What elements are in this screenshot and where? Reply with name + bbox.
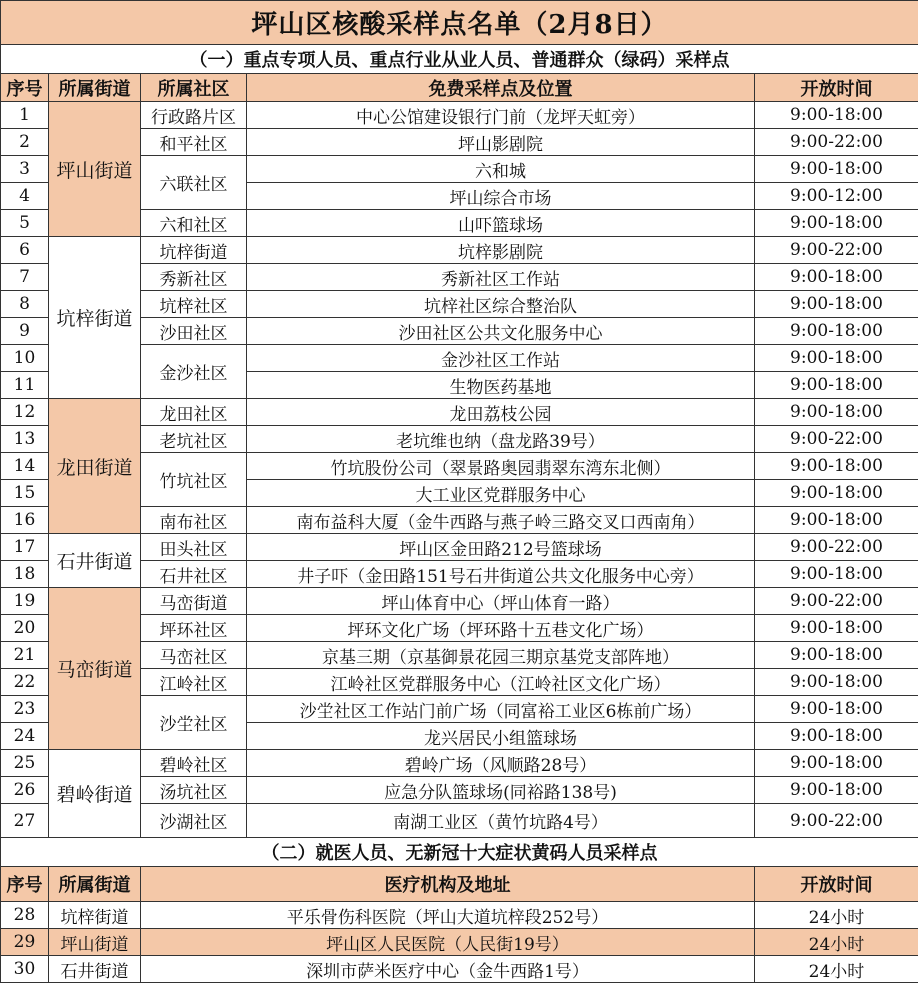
table-row	[1, 902, 918, 929]
site-cell: 坪山影剧院	[247, 129, 755, 156]
row-no: 12	[1, 399, 49, 426]
community-cell: 坑梓街道	[141, 237, 247, 264]
site-cell: 京基三期（京基御景花园三期京基党支部阵地）	[247, 642, 755, 669]
table-row	[1, 399, 918, 426]
row-no: 20	[1, 615, 49, 642]
time-cell: 9:00-22:00	[755, 588, 918, 615]
time-cell: 24小时	[755, 902, 918, 929]
community-cell: 沙坣社区	[141, 696, 247, 750]
time-cell: 9:00-18:00	[755, 750, 918, 777]
community-cell: 江岭社区	[141, 669, 247, 696]
header-no: 序号	[1, 74, 49, 102]
row-no: 9	[1, 318, 49, 345]
street-cell: 碧岭街道	[49, 750, 141, 838]
community-cell: 和平社区	[141, 129, 247, 156]
time-cell: 9:00-18:00	[755, 372, 918, 399]
community-cell: 六和社区	[141, 210, 247, 237]
table-row	[1, 237, 918, 264]
site-cell: 碧岭广场（风顺路28号）	[247, 750, 755, 777]
site-cell: 生物医药基地	[247, 372, 755, 399]
community-cell: 秀新社区	[141, 264, 247, 291]
site-cell: 大工业区党群服务中心	[247, 480, 755, 507]
site-cell: 井子吓（金田路151号石井街道公共文化服务中心旁）	[247, 561, 755, 588]
time-cell: 9:00-18:00	[755, 723, 918, 750]
street-cell: 坪山街道	[49, 102, 141, 237]
street-cell: 坪山街道	[49, 929, 141, 956]
community-cell: 汤坑社区	[141, 777, 247, 804]
time-cell: 9:00-18:00	[755, 777, 918, 804]
community-cell: 沙田社区	[141, 318, 247, 345]
row-no: 17	[1, 534, 49, 561]
page-title: 坪山区核酸采样点名单（2月8日）	[1, 1, 918, 45]
header-community: 所属社区	[141, 74, 247, 102]
site-cell: 龙田荔枝公园	[247, 399, 755, 426]
time-cell: 9:00-18:00	[755, 507, 918, 534]
header-site: 免费采样点及位置	[247, 74, 755, 102]
row-no: 25	[1, 750, 49, 777]
site-cell: 坪山体育中心（坪山体育一路）	[247, 588, 755, 615]
site-cell: 中心公馆建设银行门前（龙坪天虹旁）	[247, 102, 755, 129]
site-cell: 江岭社区党群服务中心（江岭社区文化广场）	[247, 669, 755, 696]
community-cell: 老坑社区	[141, 426, 247, 453]
time-cell: 9:00-18:00	[755, 480, 918, 507]
table-row	[1, 956, 918, 983]
community-cell: 碧岭社区	[141, 750, 247, 777]
row-no: 2	[1, 129, 49, 156]
row-no: 27	[1, 804, 49, 838]
community-cell: 六联社区	[141, 156, 247, 210]
street-cell: 坑梓街道	[49, 237, 141, 399]
row-no: 3	[1, 156, 49, 183]
row-no: 29	[1, 929, 49, 956]
row-no: 13	[1, 426, 49, 453]
site-cell: 坪山区金田路212号篮球场	[247, 534, 755, 561]
site-cell: 竹坑股份公司（翠景路奥园翡翠东湾东北侧）	[247, 453, 755, 480]
street-cell: 龙田街道	[49, 399, 141, 534]
row-no: 15	[1, 480, 49, 507]
time-cell: 9:00-18:00	[755, 156, 918, 183]
time-cell: 9:00-18:00	[755, 453, 918, 480]
time-cell: 9:00-18:00	[755, 345, 918, 372]
site-cell: 六和城	[247, 156, 755, 183]
time-cell: 9:00-18:00	[755, 291, 918, 318]
header-hospital: 医疗机构及地址	[141, 867, 755, 902]
header-no: 序号	[1, 867, 49, 902]
time-cell: 9:00-22:00	[755, 426, 918, 453]
row-no: 14	[1, 453, 49, 480]
site-cell: 龙兴居民小组篮球场	[247, 723, 755, 750]
community-cell: 坪环社区	[141, 615, 247, 642]
time-cell: 9:00-18:00	[755, 642, 918, 669]
community-cell: 金沙社区	[141, 345, 247, 399]
site-cell: 坪山综合市场	[247, 183, 755, 210]
row-no: 4	[1, 183, 49, 210]
table-row	[1, 102, 918, 129]
table-row	[1, 929, 918, 956]
community-cell: 马峦社区	[141, 642, 247, 669]
time-cell: 9:00-18:00	[755, 399, 918, 426]
row-no: 10	[1, 345, 49, 372]
row-no: 30	[1, 956, 49, 983]
site-cell: 坑梓影剧院	[247, 237, 755, 264]
row-no: 1	[1, 102, 49, 129]
section2-header-row	[1, 867, 918, 902]
row-no: 6	[1, 237, 49, 264]
street-cell: 坑梓街道	[49, 902, 141, 929]
time-cell: 9:00-22:00	[755, 129, 918, 156]
site-cell: 南湖工业区（黄竹坑路4号）	[247, 804, 755, 838]
time-cell: 9:00-18:00	[755, 615, 918, 642]
community-cell: 龙田社区	[141, 399, 247, 426]
community-cell: 石井社区	[141, 561, 247, 588]
header-street: 所属街道	[49, 867, 141, 902]
community-cell: 南布社区	[141, 507, 247, 534]
table-row	[1, 534, 918, 561]
row-no: 8	[1, 291, 49, 318]
site-cell: 老坑维也纳（盘龙路39号）	[247, 426, 755, 453]
section1-header-row	[1, 74, 918, 102]
time-cell: 24小时	[755, 956, 918, 983]
header-time: 开放时间	[755, 867, 918, 902]
row-no: 21	[1, 642, 49, 669]
street-cell: 石井街道	[49, 534, 141, 588]
site-cell: 沙坣社区工作站门前广场（同富裕工业区6栋前广场）	[247, 696, 755, 723]
site-cell: 坪山区人民医院（人民街19号）	[141, 929, 755, 956]
section2-title: （二）就医人员、无新冠十大症状黄码人员采样点	[1, 838, 918, 867]
row-no: 24	[1, 723, 49, 750]
table-row	[1, 588, 918, 615]
community-cell: 田头社区	[141, 534, 247, 561]
row-no: 22	[1, 669, 49, 696]
row-no: 26	[1, 777, 49, 804]
community-cell: 竹坑社区	[141, 453, 247, 507]
site-cell: 秀新社区工作站	[247, 264, 755, 291]
row-no: 7	[1, 264, 49, 291]
community-cell: 坑梓社区	[141, 291, 247, 318]
time-cell: 24小时	[755, 929, 918, 956]
site-cell: 深圳市萨米医疗中心（金牛西路1号）	[141, 956, 755, 983]
street-cell: 马峦街道	[49, 588, 141, 750]
time-cell: 9:00-22:00	[755, 534, 918, 561]
header-time: 开放时间	[755, 74, 918, 102]
row-no: 18	[1, 561, 49, 588]
street-cell: 石井街道	[49, 956, 141, 983]
site-cell: 坑梓社区综合整治队	[247, 291, 755, 318]
community-cell: 行政路片区	[141, 102, 247, 129]
section1-title: （一）重点专项人员、重点行业从业人员、普通群众（绿码）采样点	[1, 45, 918, 74]
row-no: 5	[1, 210, 49, 237]
site-cell: 金沙社区工作站	[247, 345, 755, 372]
site-cell: 平乐骨伤科医院（坪山大道坑梓段252号）	[141, 902, 755, 929]
site-cell: 南布益科大厦（金牛西路与燕子岭三路交叉口西南角）	[247, 507, 755, 534]
time-cell: 9:00-12:00	[755, 183, 918, 210]
row-no: 11	[1, 372, 49, 399]
site-cell: 沙田社区公共文化服务中心	[247, 318, 755, 345]
site-cell: 坪环文化广场（坪环路十五巷文化广场）	[247, 615, 755, 642]
time-cell: 9:00-18:00	[755, 318, 918, 345]
time-cell: 9:00-18:00	[755, 264, 918, 291]
time-cell: 9:00-18:00	[755, 696, 918, 723]
table-row	[1, 750, 918, 777]
time-cell: 9:00-18:00	[755, 102, 918, 129]
community-cell: 马峦街道	[141, 588, 247, 615]
time-cell: 9:00-18:00	[755, 210, 918, 237]
row-no: 19	[1, 588, 49, 615]
row-no: 28	[1, 902, 49, 929]
time-cell: 9:00-18:00	[755, 561, 918, 588]
community-cell: 沙湖社区	[141, 804, 247, 838]
site-cell: 山吓篮球场	[247, 210, 755, 237]
time-cell: 9:00-22:00	[755, 237, 918, 264]
row-no: 16	[1, 507, 49, 534]
time-cell: 9:00-22:00	[755, 804, 918, 838]
row-no: 23	[1, 696, 49, 723]
site-cell: 应急分队篮球场(同裕路138号)	[247, 777, 755, 804]
time-cell: 9:00-18:00	[755, 669, 918, 696]
header-street: 所属街道	[49, 74, 141, 102]
